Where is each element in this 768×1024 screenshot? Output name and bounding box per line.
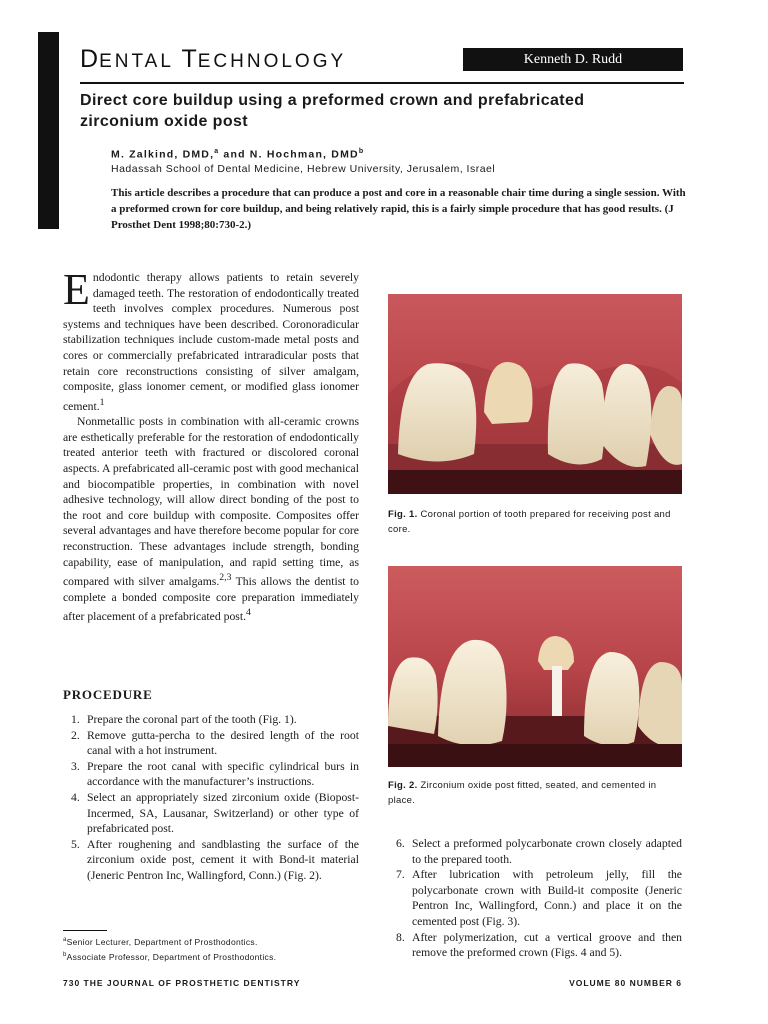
abstract: This article describes a procedure that can produce a post and core in a reasonable chair time during a single session. With a preformed crown for core buildup, and being relatively rapid, this is a fairly simple procedure that has good results. (J Prosthet Dent 1998;80:730-2.) xyxy=(111,187,686,231)
second-paragraph: Nonmetallic posts in combination with all-ceramic crowns are esthetically preferable for the restoration of endodontically treated anterior teeth with fractured or discolored coronal aspects. A prefabricated all-ceramic post with good mechanical and biocompatible properties, in combination with novel adhesive technology, will allow direct bonding of the post to the root and core buildup with composite. Composites offer several advantages and have therefore become popular for core reconstruction. These advantages include strength, bonding capability, ease of manipulation, and rapid setting time, as compared with silver amalgams.$^{2,3}$ This allows the dentist to complete a bonded composite core preparation immediately after placement of a prefabricated post.$^4$ xyxy=(63,415,359,624)
section-sidebar-bar xyxy=(38,32,59,229)
figure-1-photo xyxy=(388,294,682,494)
footnote-rule xyxy=(63,930,107,931)
procedure-heading: PROCEDURE xyxy=(63,687,153,702)
procedure-steps-right xyxy=(388,836,682,961)
list-item: 3. Prepare the root canal with specific cylindrical burs in accordance with the manufacturer’s instructions. xyxy=(71,759,359,789)
intro-paragraph: Endodontic therapy allows patients to retain severely damaged teeth. The restoration of endodontically treated teeth involves complex procedures. Numerous post systems and techniques have been described. Coronoradicular stabilization techniques include custom-made metal posts and cores or commercially prefabricated intraradicular posts that retain core reconstructions consisting of silver amalgam, composite, glass ionomer cement, or modified glass ionomer cement.$^1$ xyxy=(63,265,359,413)
footnote-b: $^b$Associate Professor, Department of Prosthodontics. xyxy=(63,951,277,962)
drop-cap: E xyxy=(63,265,90,314)
section-heading: DENTAL TECHNOLOGY xyxy=(80,45,347,73)
list-item: 5. After roughening and sandblasting the surface of the zirconium oxide post, cement it with Bond-it material (Jeneric Pentron Inc, Wallingford, Conn.) (Fig. 2). xyxy=(71,837,359,882)
tooth-photo-2 xyxy=(388,566,682,767)
list-item: 7. After lubrication with petroleum jelly, fill the polycarbonate crown with Build-it composite (Jeneric Pentron Inc, Wallingford, Conn.) and place it on the cemented post (Fig. 3). xyxy=(396,868,682,928)
body-left-column xyxy=(63,265,359,625)
article-title xyxy=(80,90,680,132)
list-item: 2. Remove gutta-percha to the desired length of the root canal with a hot instrument. xyxy=(71,728,359,758)
volume-footer: VOLUME 80 NUMBER 6 xyxy=(569,978,682,988)
header-rule xyxy=(80,82,684,84)
figure-2-photo xyxy=(388,566,682,767)
column-author-box: Kenneth D. Rudd xyxy=(463,48,683,71)
footnote-a: $^a$Senior Lecturer, Department of Prosthodontics. xyxy=(63,936,258,947)
affiliation: Hadassah School of Dental Medicine, Hebrew University, Jerusalem, Israel xyxy=(111,163,496,175)
journal-footer: 730 THE JOURNAL OF PROSTHETIC DENTISTRY xyxy=(63,978,301,988)
list-item: 6. Select a preformed polycarbonate crown closely adapted to the prepared tooth. xyxy=(396,837,682,866)
figure-2-caption: Fig. 2. Zirconium oxide post fitted, seated, and cemented in place. xyxy=(388,780,657,806)
list-item: 4. Select an appropriately sized zirconium oxide (Biopost-Incermed, SA, Lausanar, Switzerland) or other type of prefabricated post. xyxy=(71,790,359,836)
procedure-steps-left xyxy=(63,712,359,884)
title-line-2: zirconium oxide post xyxy=(80,113,249,130)
tooth-photo-1 xyxy=(388,294,682,494)
title-line-1: Direct core buildup using a preformed crown and prefabricated xyxy=(80,92,585,109)
figure-1-caption: Fig. 1. Coronal portion of tooth prepared for receiving post and core. xyxy=(388,509,671,535)
list-item: 8. After polymerization, cut a vertical groove and then remove the preformed crown (Figs. 4 and 5). xyxy=(396,930,682,960)
author-list: M. Zalkind, DMD,$^a$ and N. Hochman, DMD$^b$ xyxy=(111,148,365,161)
list-item: 1. Prepare the coronal part of the tooth (Fig. 1). xyxy=(71,713,297,726)
footnotes xyxy=(63,934,276,964)
